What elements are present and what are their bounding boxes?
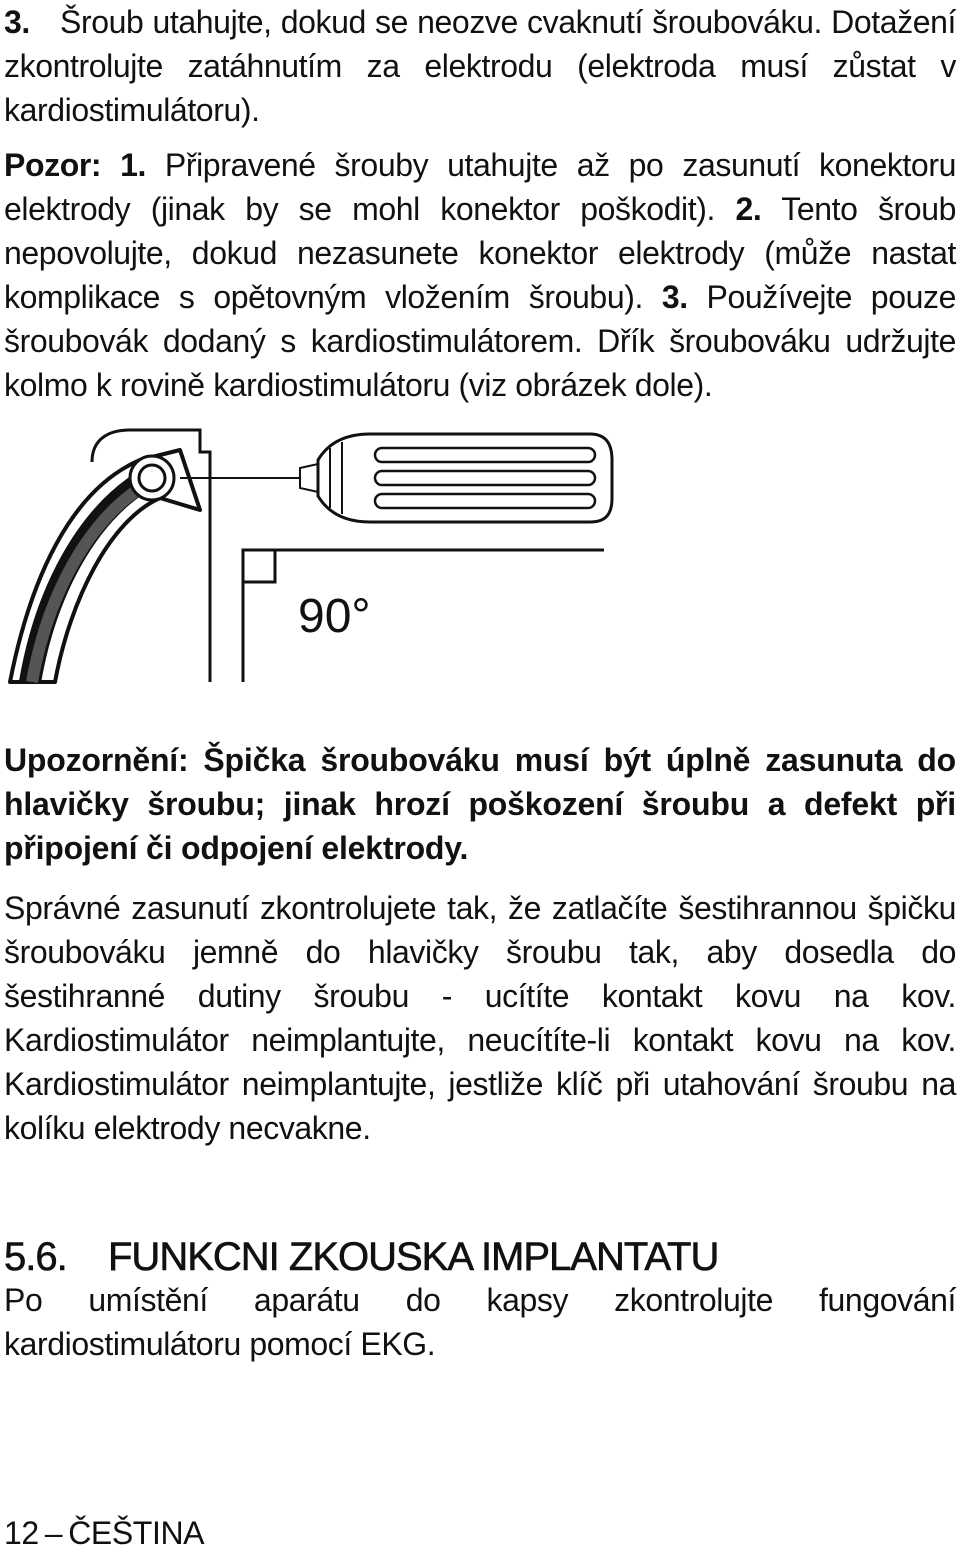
lead-connector-illustration [10, 430, 210, 682]
caution-number-2: 2. [735, 191, 762, 227]
caution-text-2: Tento šroub nepovolujte, dokud nezasunete konektor elektrody (může nastat komplikace s opětovným vložením šroubu). [4, 191, 956, 315]
footer-language: ČEŠTINA [68, 1515, 205, 1551]
page-footer [4, 1515, 204, 1551]
caution-number-3: 3. [661, 279, 688, 315]
caution-paragraph [4, 143, 956, 407]
step-text: Šroub utahujte, dokud se neozve cvaknutí šroubováku. Dotažení zkontrolujte zatáhnutím za elektrodu (elektroda musí zůstat v kardiostimulátoru). [4, 4, 956, 128]
angle-label: 90° [298, 590, 371, 643]
page-number: 12 [4, 1515, 39, 1551]
caution-label: Pozor: [4, 147, 102, 183]
section-number: 5.6. [4, 1235, 67, 1280]
footer-dash: – [44, 1515, 63, 1551]
caution-number-1: 1. [120, 147, 146, 183]
warning-paragraph: Upozornění: Špička šroubováku musí být úplně zasunuta do hlavičky šroubu; jinak hrozí poškození šroubu a defekt při připojení či odpojení elektrody. [4, 742, 956, 866]
instruction-step-3 [4, 0, 956, 132]
section-heading [4, 1233, 954, 1281]
caution-text-3: Používejte pouze šroubovák dodaný s kardiostimulátorem. Dřík šroubováku udržujte kolmo k rovině kardiostimulátoru (viz obrázek dole). [4, 279, 956, 403]
screwdriver-icon [180, 434, 612, 522]
check-paragraph: Správné zasunutí zkontrolujete tak, že zatlačíte šestihrannou špičku šroubováku jemně do hlavičky šroubu tak, aby dosedla do šestihranné dutiny šroubu - ucítíte kontakt kovu na kov. Kardiostimulátor neimplantujte, neucítíte-li kontakt kovu na kov. Kardiostimulátor neimplantujte, jestliže klíč při utahování šroubu na kolíku elektrody necvakne. [4, 890, 956, 1146]
screwdriver-diagram [0, 420, 620, 690]
step-number: 3. [4, 4, 30, 40]
function-test-paragraph: Po umístění aparátu do kapsy zkontrolujte fungování kardiostimulátoru pomocí EKG. [4, 1282, 956, 1362]
section-title: FUNKCNI ZKOUSKA IMPLANTATU [108, 1235, 719, 1280]
caution-text-1: Připravené šrouby utahujte až po zasunutí konektoru elektrody (jinak by se mohl konektor poškodit). [4, 147, 956, 227]
